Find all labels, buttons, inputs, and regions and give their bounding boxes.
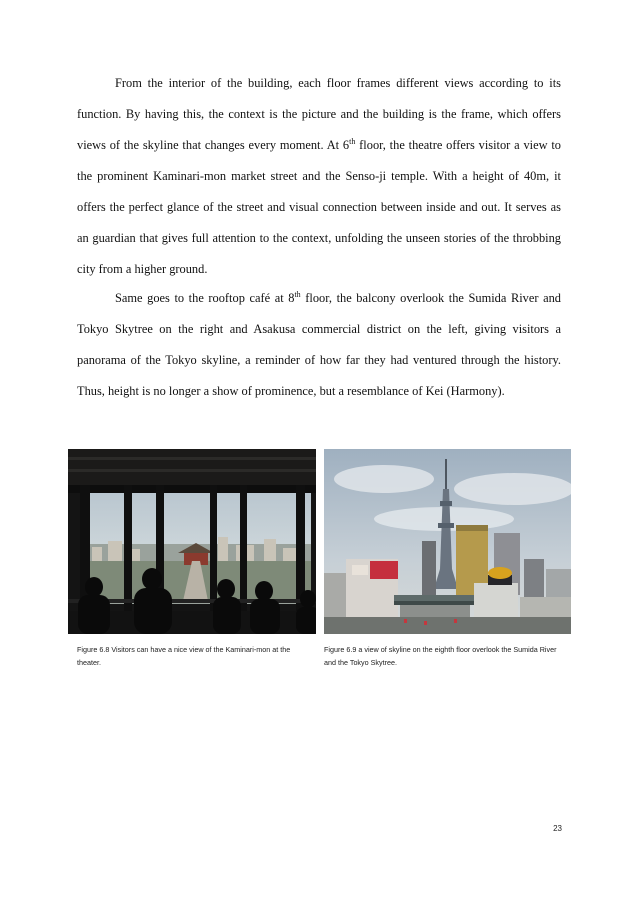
- figure-caption: Figure 6.9 a view of skyline on the eighth floor overlook the Sumida River and the Tokyo Skytree.: [324, 645, 557, 667]
- paragraph-1-text-b: floor, the theatre offers visitor a view to the prominent Kaminari-mon market street and the Senso-ji temple. With a height of 40m, it offers the perfect glance of the street and visual connection between inside and out. It serves as an guardian that gives full attention to the context, unfolding the unseen stories of the throbbing city from a higher ground.: [77, 138, 561, 276]
- body-paragraph-2: [77, 283, 561, 407]
- ordinal-superscript: th: [349, 136, 356, 146]
- figure-caption: Figure 6.8 Visitors can have a nice view of the Kaminari-mon at the theater.: [77, 645, 291, 667]
- ordinal-superscript: th: [294, 289, 301, 299]
- paragraph-1-text-a: From the interior of the building, each floor frames different views according to its function. By having this, the context is the picture and the building is the frame, which offers views of the skyline that changes every moment. At 6: [77, 76, 561, 152]
- theater-window-view-photo: [68, 449, 316, 634]
- paragraph-2-text-b: floor, the balcony overlook the Sumida River and Tokyo Skytree on the right and Asakusa commercial district on the left, giving visitors a panorama of the Tokyo skyline, a reminder of how far they had ventured through the history. Thus, height is no longer a show of prominence, but a resemblance of Kei (Harmony).: [77, 291, 561, 398]
- body-paragraph-1: [77, 68, 561, 285]
- paragraph-2-text-a: Same goes to the rooftop café at 8: [115, 291, 295, 305]
- page-number: 23: [553, 824, 562, 833]
- tokyo-skytree-skyline-photo: [324, 449, 571, 634]
